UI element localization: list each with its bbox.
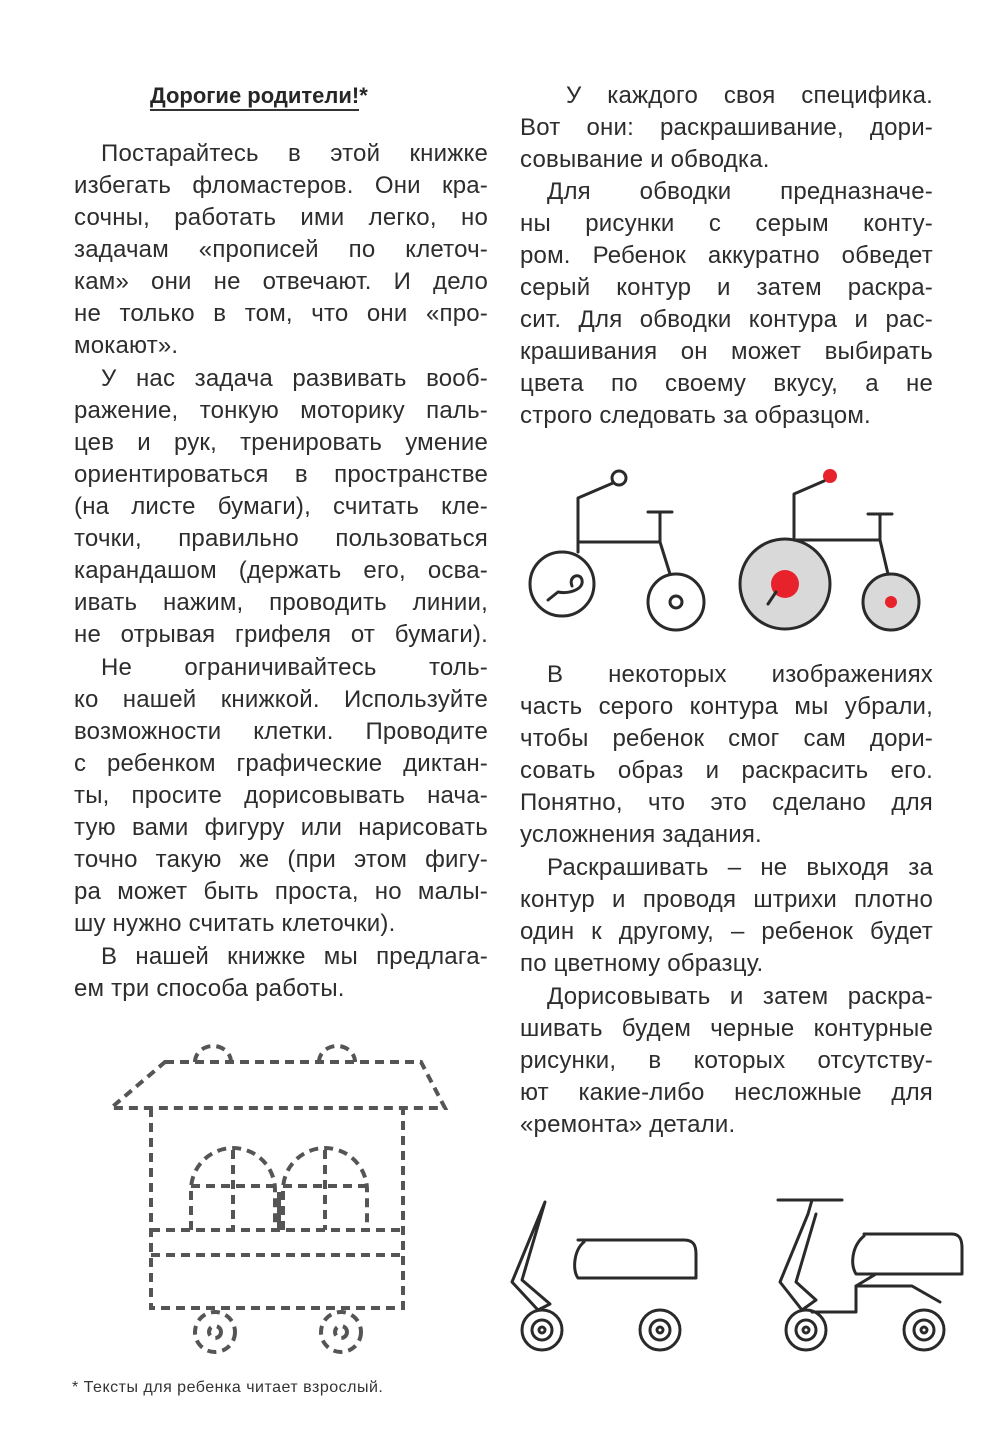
text-line: ны рисунки с серым конту-: [520, 210, 933, 237]
text-line: карандашом (держать его, осва-: [74, 557, 488, 584]
text-line: рисунки, в которых отсутству-: [520, 1047, 933, 1074]
text-line: усложнения задания.: [520, 821, 762, 848]
wagon-illustration: [105, 1040, 465, 1380]
text-line: цвета по своему вкусу, а не: [520, 370, 933, 397]
text-line: ивать нажим, проводить линии,: [74, 589, 488, 616]
text-line: чтобы ребенок смог сам дори-: [520, 725, 933, 752]
scooter-incomplete: [512, 1202, 696, 1350]
text-line: контур и проводя штрихи плотно: [520, 886, 933, 913]
tricycle-colored: [740, 469, 919, 630]
text-line: сочны, работать ими легко, но: [74, 204, 488, 231]
text-line: тую вами фигуру или нарисовать: [74, 814, 488, 841]
text-line: задачам «прописей по клеточ-: [74, 236, 488, 263]
text-line: не только в том, что они «про-: [74, 300, 488, 327]
text-line: У нас задача развивать вооб-: [101, 365, 488, 392]
text-line: кам» они не отвечают. И дело: [74, 268, 488, 295]
text-line: крашивания он может выбирать: [520, 338, 933, 365]
text-line: точки, правильно пользоваться: [74, 525, 488, 552]
text-line: не отрывая грифеля от бумаги).: [74, 621, 488, 648]
text-line: строго следовать за образцом.: [520, 402, 871, 429]
text-line: часть серого контура мы убрали,: [520, 693, 933, 720]
tricycle-outline: [530, 471, 704, 630]
text-line: с ребенком графические диктан-: [74, 750, 488, 777]
text-line: совать образ и раскрасить его.: [520, 757, 933, 784]
text-line: ражение, тонкую моторику паль-: [74, 397, 488, 424]
text-line: Не ограничивайтесь толь-: [101, 654, 488, 681]
text-line: шу нужно считать клеточки).: [74, 910, 396, 937]
text-line: У каждого своя специфика.: [566, 82, 933, 109]
text-line: совывание и обводка.: [520, 146, 770, 173]
text-line: (на листе бумаги), считать кле-: [74, 493, 488, 520]
text-line: ты, просите дорисовывать нача-: [74, 782, 488, 809]
text-line: Постарайтесь в этой книжке: [101, 140, 488, 167]
text-line: шивать будем черные контурные: [520, 1015, 933, 1042]
text-line: серый контур и затем раскра-: [520, 274, 933, 301]
text-line: Для обводки предназначе-: [547, 178, 933, 205]
text-line: ют какие-либо несложные для: [520, 1079, 933, 1106]
page-title: [150, 82, 368, 110]
tricycle-illustrations: [520, 460, 940, 660]
text-line: В нашей книжке мы предлага-: [101, 943, 488, 970]
text-line: один к другому, – ребенок будет: [520, 918, 933, 945]
text-line: ко нашей книжкой. Используйте: [74, 686, 488, 713]
scooter-illustrations: [500, 1190, 970, 1370]
page-title-text: Дорогие родители!: [150, 83, 359, 111]
text-line: В некоторых изображениях: [547, 661, 933, 688]
text-line: ра может быть проста, но малы-: [74, 878, 488, 905]
text-line: Раскрашивать – не выходя за: [547, 854, 933, 881]
title-footnote-mark: *: [359, 83, 368, 108]
footnote: * Тексты для ребенка читает взрослый.: [72, 1379, 384, 1396]
text-line: избегать фломастеров. Они кра-: [74, 172, 488, 199]
text-line: по цветному образцу.: [520, 950, 764, 977]
text-line: «ремонта» детали.: [520, 1111, 736, 1138]
text-line: цев и рук, тренировать умение: [74, 429, 488, 456]
text-line: Дорисовывать и затем раскра-: [547, 983, 933, 1010]
text-line: ориентироваться в пространстве: [74, 461, 488, 488]
text-line: сит. Для обводки контура и рас-: [520, 306, 933, 333]
text-line: возможности клетки. Проводите: [74, 718, 488, 745]
text-line: точно такую же (при этом фигу-: [74, 846, 488, 873]
text-line: Понятно, что это сделано для: [520, 789, 933, 816]
text-line: ем три способа работы.: [74, 975, 345, 1002]
scooter-complete: [778, 1200, 962, 1350]
text-line: мокают».: [74, 332, 179, 359]
text-line: Вот они: раскрашивание, дори-: [520, 114, 933, 141]
text-line: ром. Ребенок аккуратно обведет: [520, 242, 933, 269]
